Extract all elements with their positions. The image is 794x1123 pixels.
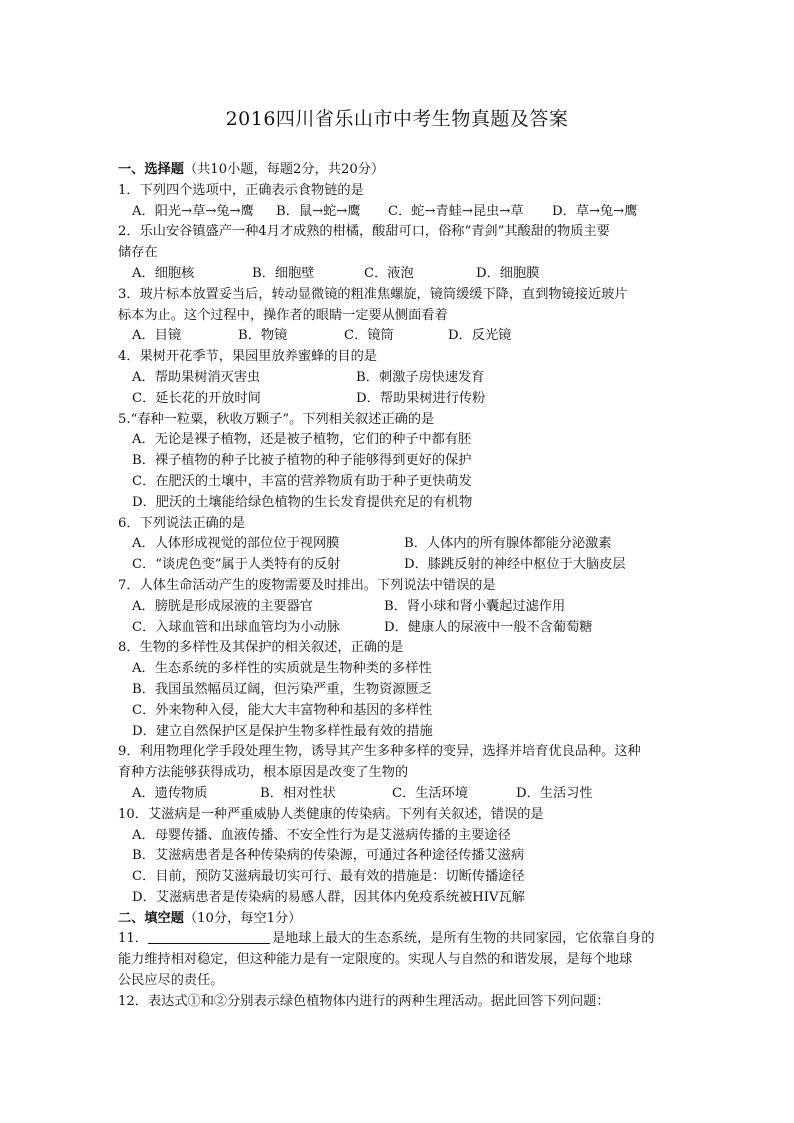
question-stem: 3．玻片标本放置妥当后，转动显微镜的粗准焦螺旋，镜筒缓缓下降，直到物镜接近玻片 [118,286,628,302]
option-c: C．生活环境 [392,785,469,801]
option-d: D．肥沃的土壤能给绿色植物的生长发育提供充足的有机物 [132,494,473,510]
option-row [132,784,680,805]
option-d: D．生活习性 [516,785,593,801]
exam-content [118,160,680,1013]
section-title: 一、选择题 [118,162,184,177]
question-text: 是地球上最大的生态系统，是所有生物的共同家园，它依靠自身的 [271,931,655,947]
option-b: B．物镜 [238,328,288,344]
option-b: B．细胞壁 [252,265,315,281]
option-d: D．反光镜 [448,328,512,344]
option-row [132,534,680,555]
option-row [132,202,680,223]
option-b: B．人体内的所有腺体都能分泌激素 [404,536,612,552]
option-b: B．我国虽然幅员辽阔，但污染严重，生物资源匮乏 [132,681,432,697]
option-b: B．肾小球和肾小囊起过滤作用 [384,598,566,614]
option-b: B．刺激子房快速发育 [356,369,485,385]
option-c: C．外来物种入侵，能大大丰富物种和基因的多样性 [132,702,433,718]
option-row [132,618,680,639]
question-stem: 5.“春种一粒粟，秋收万颗子”。下列相关叙述正确的是 [118,411,435,427]
question-stem: 6．下列说法正确的是 [118,515,246,531]
option-d: D．帮助果树进行传粉 [356,390,486,406]
option-d: D．健康人的尿液中一般不含葡萄糖 [384,619,593,635]
option-row [132,555,680,576]
option-b: B．鼠→蛇→鹰 [276,203,361,219]
option-a: A．膀胱是形成尿液的主要器官 [132,598,313,614]
question-number: 11． [118,931,148,947]
section-heading-fill [118,909,680,930]
option-c: C．入球血管和出球血管均为小动脉 [132,619,340,635]
page-title: 2016四川省乐山市中考生物真题及答案 [225,108,569,130]
option-row [132,326,680,347]
option-a: A．生态系统的多样性的实质就是生物种类的多样性 [132,661,432,677]
question-stem-cont: 育种方法能够获得成功，根本原因是改变了生物的 [118,765,409,781]
option-c: C．镜筒 [344,328,394,344]
question-stem: 2．乐山安谷镇盛产一种4月才成熟的柑橘，酸甜可口，俗称“青剑”其酸甜的物质主要 [118,224,610,240]
option-d: D．细胞膜 [476,265,540,281]
option-b: B．相对性状 [260,785,336,801]
option-a: A．细胞核 [132,265,195,281]
option-b: B．艾滋病患者是各种传染病的传染源，可通过各种途径传播艾滋病 [132,848,525,864]
option-b: B．裸子植物的种子比被子植物的种子能够得到更好的保护 [132,453,472,469]
answer-blank[interactable] [148,929,270,944]
section-heading-choice [118,160,680,181]
option-row [132,597,680,618]
option-row [132,368,680,389]
option-d: D．建立自然保护区是保护生物多样性最有效的措施 [132,723,433,739]
option-c: C．延长花的开放时间 [132,390,261,406]
option-a: A．无论是裸子植物，还是被子植物，它们的种子中都有胚 [132,432,472,448]
option-a: A．阳光→草→兔→鹰 [132,203,254,219]
question-stem: 4．果树开花季节，果园里放养蜜蜂的目的是 [118,349,377,365]
section-title: 二、填空题 [118,910,184,926]
option-d: D．膝跳反射的神经中枢位于大脑皮层 [404,557,626,573]
question-stem: 9．利用物理化学手段处理生物，诱导其产生多种多样的变异，选择并培育优良品种。这种 [118,744,641,760]
question-stem: 12．表达式①和②分别表示绿色植物体内进行的两种生理活动。据此回答下列问题： [118,993,610,1009]
option-a: A．遗传物质 [132,785,208,801]
section-note: （共10小题，每题2分，共20分） [183,162,385,177]
option-d: D．草→兔→鹰 [552,203,638,219]
option-c: C．液泡 [364,265,414,281]
option-c: C．“谈虎色变”属于人类特有的反射 [132,557,341,573]
question-stem-cont: 能力维持相对稳定，但这种能力是有一定限度的。实现人与自然的和谐发展，是每个地球 [118,952,633,968]
option-a: A．目镜 [132,328,182,344]
option-c: C．目前，预防艾滋病最切实可行、最有效的措施是：切断传播途径 [132,869,525,885]
option-a: A．帮助果树消灭害虫 [132,369,261,385]
question-stem: 8．生物的多样性及其保护的相关叙述，正确的是 [118,640,404,656]
option-a: A．人体形成视觉的部位位于视网膜 [132,536,340,552]
question-stem-cont: 公民应尽的责任。 [118,973,224,989]
question-stem-cont: 储存在 [118,245,158,261]
option-c: C．在肥沃的土壤中，丰富的营养物质有助于种子更快萌发 [132,473,472,489]
question-stem [118,929,680,950]
section-note: （10分，每空1分） [183,910,302,926]
option-c: C．蛇→青蛙→昆虫→草 [388,203,524,219]
option-a: A．母婴传播、血液传播、不安全性行为是艾滋病传播的主要途径 [132,827,511,843]
question-stem-cont: 标本为止。这个过程中，操作者的眼睛一定要从侧面看着 [118,307,448,323]
option-d: D．艾滋病患者是传染病的易感人群，因其体内免疫系统被HIV瓦解 [132,889,525,905]
option-row [132,389,680,410]
question-stem: 10．艾滋病是一种严重威胁人类健康的传染病。下列有关叙述，错误的是 [118,806,544,822]
question-stem: 7．人体生命活动产生的废物需要及时排出。下列说法中错误的是 [118,577,496,593]
option-row [132,264,680,285]
question-stem: 1．下列四个选项中，正确表示食物链的是 [118,182,364,198]
